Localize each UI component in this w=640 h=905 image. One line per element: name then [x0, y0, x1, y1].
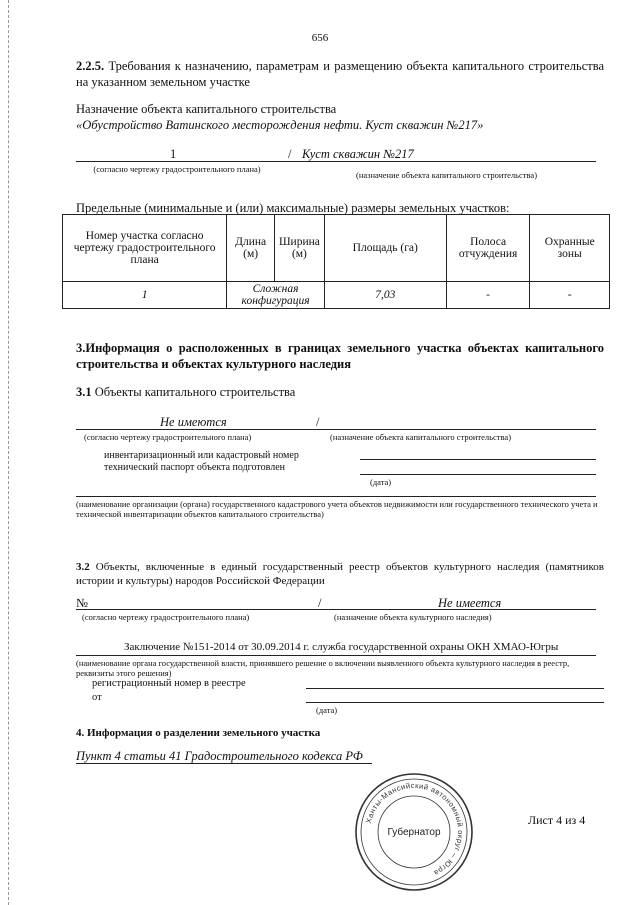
plot-row-slash: /	[288, 147, 292, 161]
header-exclusion-strip: Полоса отчуждения	[446, 215, 530, 282]
reg-number-line	[306, 688, 604, 689]
plot-row-number: 1	[170, 147, 177, 161]
sizes-header-row	[63, 215, 610, 282]
cell-area: 7,03	[324, 282, 446, 309]
authority-caption: (наименование органа государственной власти, принявшего решение о включении выявленного объекта культурного наследия в реестр, реквизиты этого решения)	[76, 658, 570, 678]
section-4-heading: 4. Информация о разделении земельного участка	[76, 727, 321, 739]
inventory-date-caption: (дата)	[370, 477, 392, 487]
objects-slash: /	[316, 415, 320, 429]
section-4-underline	[76, 763, 372, 764]
reg-from-label: от	[92, 692, 102, 703]
header-area: Площадь (га)	[324, 215, 446, 282]
objects-caption-plan: (согласно чертежу градостроительного плана)	[84, 432, 252, 442]
org-line	[76, 496, 596, 497]
sizes-intro: Предельные (минимальные и (или) максимальные) размеры земельных участков:	[76, 201, 510, 215]
heritage-caption-plan: (согласно чертежу градостроительного плана)	[82, 612, 250, 622]
svg-text:Ханты-Мансийский автономный ок: Ханты-Мансийский автономный округ – Югра	[363, 780, 466, 878]
reg-number-label: регистрационный номер в реестре	[92, 678, 246, 689]
inventory-line	[360, 459, 596, 460]
section-31-title: Объекты капитального строительства	[94, 385, 296, 399]
org-caption: (наименование организации (органа) государственного кадастрового учета объектов недвижимости или государственного технического учета и технической инвентаризации объектов капитального строительства)	[76, 499, 598, 519]
cell-protection-zones: -	[530, 282, 610, 309]
reg-date-line	[306, 702, 604, 703]
caption-purpose: (назначение объекта капитального строительства)	[356, 170, 538, 180]
heritage-value: Не имеется	[438, 596, 502, 610]
header-length: Длина (м)	[227, 215, 275, 282]
section-31-heading	[76, 384, 295, 400]
svg-text:Губернатор: Губернатор	[387, 827, 441, 838]
heritage-slash: /	[318, 596, 322, 610]
heritage-caption-purpose: (назначение объекта культурного наследия)	[334, 612, 492, 622]
cell-configuration: Сложная конфигурация	[227, 282, 325, 309]
plot-row-underline	[76, 161, 596, 162]
governor-seal-stamp	[352, 770, 476, 894]
section-4-value: Пункт 4 статьи 41 Градостроительного кодекса РФ	[76, 749, 363, 763]
section-32-number: 3.2	[76, 561, 90, 573]
sizes-table	[62, 214, 610, 309]
page-number: 656	[311, 32, 329, 44]
section-225-title: Требования к назначению, параметрам и размещению объекта капитального строительства на указанном земельном участке	[76, 59, 605, 89]
left-margin-binding	[0, 0, 9, 905]
objects-caption-purpose: (назначение объекта капитального строительства)	[330, 432, 512, 442]
section-3-heading: 3.Информация о расположенных в границах земельного участка объектах капитального строительства и объектах культурного наследия	[76, 341, 604, 371]
section-225-heading	[76, 58, 604, 90]
inventory-date-line	[360, 474, 596, 475]
sizes-data-row	[63, 282, 610, 309]
reg-date-caption: (дата)	[316, 705, 338, 715]
caption-per-plan: (согласно чертежу градостроительного плана)	[93, 164, 261, 174]
heritage-number-sign: №	[76, 596, 88, 610]
header-plot-number: Номер участка согласно чертежу градостроительного плана	[63, 215, 227, 282]
conclusion-underline	[76, 655, 596, 656]
section-32-text: Объекты, включенные в единый государственный реестр объектов культурного наследия (памятников истории и культуры) народов Российской Федерации	[76, 561, 604, 587]
plot-row-name: Куст скважин №217	[302, 147, 414, 161]
heritage-underline	[76, 609, 596, 610]
conclusion-text: Заключение №151-2014 от 30.09.2014 г. служба государственной охраны ОКН ХМАО-Югры	[124, 641, 559, 653]
inventory-text: инвентаризационный или кадастровый номер технический паспорт объекта подготовлен	[104, 450, 299, 473]
section-31-number: 3.1	[76, 385, 92, 399]
header-protection-zones: Охранные зоны	[530, 215, 610, 282]
cell-plot-number: 1	[63, 282, 227, 309]
section-32-heading	[76, 560, 604, 588]
purpose-value: «Обустройство Ватинского месторождения нефти. Куст скважин №217»	[76, 118, 484, 132]
section-225-number: 2.2.5.	[76, 59, 105, 73]
objects-none-value: Не имеются	[160, 415, 227, 429]
purpose-label: Назначение объекта капитального строительства	[76, 102, 337, 116]
objects-underline	[76, 429, 596, 430]
header-width: Ширина (м)	[275, 215, 325, 282]
cell-exclusion-strip: -	[446, 282, 530, 309]
sheet-label: Лист 4 из 4	[528, 813, 586, 827]
